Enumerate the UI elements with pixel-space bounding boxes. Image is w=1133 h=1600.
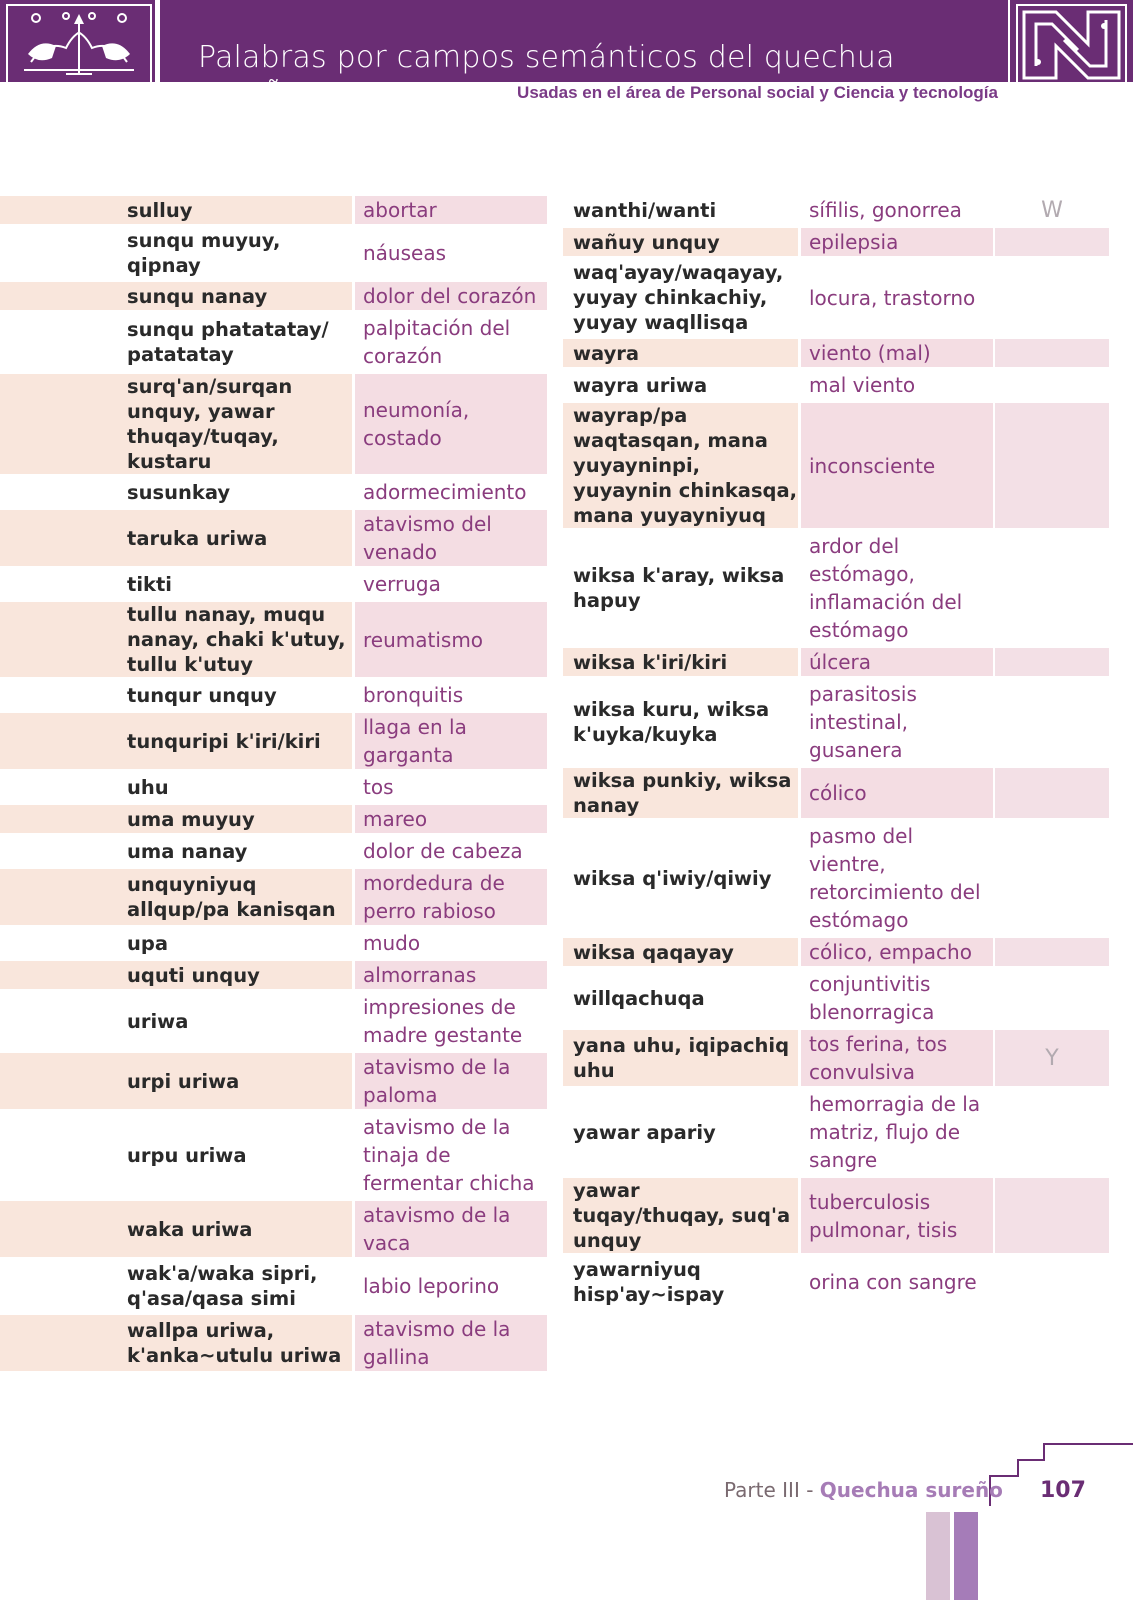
spanish-definition: locura, trastorno — [809, 285, 976, 310]
definition-cell — [355, 282, 547, 310]
term-cell — [0, 681, 352, 709]
quechua-term: uma nanay — [127, 839, 248, 863]
spanish-definition: pasmo del vientre, retorcimiento del estómago — [809, 824, 981, 932]
letter-index: Y — [1045, 1045, 1059, 1071]
quechua-term: upa — [127, 931, 168, 955]
term-cell — [563, 680, 798, 764]
term-cell — [563, 228, 798, 256]
footer-book: Quechua sureño — [819, 1478, 1003, 1502]
glossary-row — [0, 681, 548, 709]
definition-cell — [355, 805, 547, 833]
definition-cell — [355, 929, 547, 957]
definition-cell — [355, 961, 547, 989]
quechua-term: wanthi/wanti — [573, 198, 717, 222]
definition-cell — [801, 1090, 993, 1174]
term-cell — [563, 371, 798, 399]
term-cell — [0, 961, 352, 989]
spanish-definition: cólico — [809, 781, 867, 805]
letter-index-cell — [995, 228, 1109, 256]
glossary-row — [563, 260, 1110, 335]
glossary-row — [0, 602, 548, 677]
glossary-row — [0, 1053, 548, 1109]
glossary-row — [563, 532, 1110, 644]
glossary-row — [0, 314, 548, 370]
definition-cell — [801, 648, 993, 676]
spanish-definition: palpitación del corazón — [363, 316, 511, 368]
glossary-row — [563, 822, 1110, 934]
letter-index-cell — [995, 768, 1109, 818]
left-glossary-table — [0, 196, 548, 1375]
spanish-definition: úlcera — [809, 650, 872, 674]
term-cell — [0, 510, 352, 566]
glossary-row — [0, 993, 548, 1049]
bird-pattern-icon — [6, 4, 152, 82]
term-cell — [0, 837, 352, 865]
letter-index-cell — [995, 403, 1109, 528]
letter-index-cell — [995, 339, 1109, 367]
definition-cell — [355, 570, 547, 598]
spanish-definition: reumatismo — [363, 627, 484, 652]
spanish-definition: abortar — [363, 198, 437, 222]
definition-cell — [801, 339, 993, 367]
quechua-term: willqachuqa — [573, 986, 705, 1010]
term-cell — [0, 602, 352, 677]
definition-cell — [355, 1261, 547, 1311]
quechua-term: wiksa punkiy, wiksa nanay — [573, 769, 792, 817]
quechua-term: wallpa uriwa, k'anka~utulu uriwa — [127, 1319, 342, 1367]
quechua-term: urpi uriwa — [127, 1069, 240, 1093]
quechua-term: uriwa — [127, 1009, 189, 1033]
letter-index-cell — [995, 371, 1109, 399]
page-subtitle: Usadas en el área de Personal social y Ciencia y tecnología — [517, 83, 998, 102]
footer-part: Parte III - — [724, 1478, 820, 1502]
definition-cell — [801, 680, 993, 764]
glossary-row — [0, 1261, 548, 1311]
term-cell — [0, 478, 352, 506]
definition-cell — [355, 196, 547, 224]
definition-cell — [355, 374, 547, 474]
term-cell — [563, 403, 798, 528]
glossary-row — [563, 1257, 1110, 1307]
spanish-definition: almorranas — [363, 963, 477, 987]
definition-cell — [355, 314, 547, 370]
spanish-definition: atavismo del venado — [363, 512, 492, 564]
spanish-definition: orina con sangre — [809, 1270, 977, 1294]
glossary-row — [563, 1030, 1110, 1086]
term-cell — [0, 929, 352, 957]
quechua-term: waka uriwa — [127, 1217, 253, 1241]
quechua-term: waq'ayay/waqayay, yuyay chinkachiy, yuyay waqllisqa — [573, 261, 784, 334]
definition-cell — [355, 1053, 547, 1109]
glossary-row — [563, 970, 1110, 1026]
term-cell — [0, 282, 352, 310]
term-cell — [563, 648, 798, 676]
quechua-term: wañuy unquy — [573, 230, 720, 254]
term-cell — [563, 1090, 798, 1174]
definition-cell — [355, 602, 547, 677]
glossary-row — [0, 773, 548, 801]
spanish-definition: atavismo de la paloma — [363, 1055, 511, 1107]
spanish-definition: labio leporino — [363, 1274, 500, 1298]
glossary-row — [0, 1113, 548, 1197]
definition-cell — [801, 371, 993, 399]
glossary-row — [0, 869, 548, 925]
definition-cell — [355, 837, 547, 865]
letter-index-cell — [995, 680, 1109, 764]
term-cell — [563, 532, 798, 644]
letter-index-cell — [995, 938, 1109, 966]
spanish-definition: ardor del estómago, inflamación del estómago — [809, 534, 963, 642]
glossary-row — [0, 837, 548, 865]
quechua-term: yawar tuqay/thuqay, suq'a unquy — [573, 1179, 791, 1252]
spanish-definition: atavismo de la tinaja de fermentar chicha — [363, 1115, 535, 1195]
footer-bar-light — [926, 1512, 950, 1600]
letter-index-cell — [995, 648, 1109, 676]
glossary-row — [0, 713, 548, 769]
glossary-row — [0, 929, 548, 957]
definition-cell — [801, 403, 993, 528]
spanish-definition: mudo — [363, 931, 421, 955]
quechua-term: uma muyuy — [127, 807, 255, 831]
spanish-definition: atavismo de la gallina — [363, 1317, 511, 1369]
quechua-term: yana uhu, iqipachiq uhu — [573, 1034, 790, 1082]
glossary-row — [563, 768, 1110, 818]
letter-index-cell — [995, 970, 1109, 1026]
quechua-term: unquyniyuq allqup/pa kanisqan — [127, 873, 336, 921]
spanish-definition: verruga — [363, 572, 441, 596]
definition-cell — [355, 1201, 547, 1257]
term-cell — [563, 822, 798, 934]
glossary-row — [563, 371, 1110, 399]
spanish-definition: impresiones de madre gestante — [363, 995, 523, 1047]
quechua-term: tunqur unquy — [127, 683, 277, 707]
glossary-row — [0, 510, 548, 566]
spanish-definition: mordedura de perro rabioso — [363, 871, 505, 923]
glossary-row — [563, 339, 1110, 367]
spanish-definition: conjuntivitis blenorragica — [809, 972, 935, 1024]
definition-cell — [801, 1257, 993, 1307]
glossary-row — [0, 805, 548, 833]
quechua-term: sunqu nanay — [127, 284, 268, 308]
definition-cell — [355, 1315, 547, 1371]
quechua-term: wayrap/pa waqtasqan, mana yuyayninpi, yuyaynin chinkasqa, mana yuyayniyuq — [573, 404, 798, 527]
glossary-row — [563, 648, 1110, 676]
letter-index-cell — [995, 822, 1109, 934]
glossary-row — [0, 196, 548, 224]
definition-cell — [355, 869, 547, 925]
spanish-definition: epilepsia — [809, 230, 899, 254]
definition-cell — [801, 1178, 993, 1253]
letter-index-cell — [995, 1257, 1109, 1307]
glossary-row — [563, 680, 1110, 764]
definition-cell — [801, 768, 993, 818]
quechua-term: wayra — [573, 341, 640, 365]
page-number: 107 — [1040, 1478, 1086, 1503]
term-cell — [0, 1113, 352, 1197]
geometric-pattern-icon — [1016, 4, 1127, 82]
quechua-term: susunkay — [127, 480, 231, 504]
definition-cell — [355, 681, 547, 709]
spanish-definition: mal viento — [809, 373, 916, 397]
spanish-definition: viento (mal) — [809, 341, 931, 365]
glossary-row — [0, 478, 548, 506]
term-cell — [0, 993, 352, 1049]
quechua-term: wiksa k'aray, wiksa hapuy — [573, 564, 785, 612]
spanish-definition: tos — [363, 775, 394, 799]
letter-index-cell — [995, 532, 1109, 644]
quechua-term: yawarniyuq hisp'ay~ispay — [573, 1258, 725, 1306]
spanish-definition: neumonía, costado — [363, 398, 470, 450]
footer-bar-dark — [954, 1512, 978, 1600]
definition-cell — [801, 228, 993, 256]
spanish-definition: llaga en la garganta — [363, 715, 467, 767]
letter-index-cell — [995, 1090, 1109, 1174]
quechua-term: surq'an/surqan unquy, yawar thuqay/tuqay, kustaru — [127, 375, 293, 473]
glossary-row — [0, 374, 548, 474]
definition-cell — [801, 822, 993, 934]
header-right-ornament — [1010, 0, 1133, 82]
definition-cell — [801, 260, 993, 335]
glossary-row — [0, 282, 548, 310]
term-cell — [563, 339, 798, 367]
header-left-ornament — [0, 0, 158, 82]
term-cell — [563, 196, 798, 224]
definition-cell — [355, 510, 547, 566]
quechua-term: sunqu muyuy, qipnay — [127, 229, 281, 277]
spanish-definition: hemorragia de la matriz, flujo de sangre — [809, 1092, 981, 1172]
quechua-term: yawar apariy — [573, 1120, 716, 1144]
spanish-definition: mareo — [363, 807, 428, 831]
term-cell — [0, 1261, 352, 1311]
quechua-term: wak'a/waka sipri, q'asa/qasa simi — [127, 1262, 318, 1310]
term-cell — [563, 1030, 798, 1086]
term-cell — [563, 970, 798, 1026]
spanish-definition: bronquitis — [363, 683, 464, 707]
spanish-definition: tos ferina, tos convulsiva — [809, 1032, 948, 1084]
term-cell — [0, 1053, 352, 1109]
definition-cell — [355, 713, 547, 769]
spanish-definition: tuberculosis pulmonar, tisis — [809, 1189, 958, 1242]
glossary-row — [0, 961, 548, 989]
glossary-row — [563, 1178, 1110, 1253]
term-cell — [0, 1315, 352, 1371]
glossary-row — [563, 196, 1110, 224]
letter-index-cell — [995, 1178, 1109, 1253]
glossary-row — [0, 570, 548, 598]
term-cell — [0, 1201, 352, 1257]
quechua-term: sulluy — [127, 198, 193, 222]
spanish-definition: dolor del corazón — [363, 284, 537, 308]
letter-index-cell — [995, 260, 1109, 335]
quechua-term: urpu uriwa — [127, 1143, 247, 1167]
term-cell — [0, 805, 352, 833]
quechua-term: wiksa qaqayay — [573, 940, 734, 964]
letter-index-cell — [995, 1030, 1109, 1086]
glossary-row — [563, 938, 1110, 966]
letter-index: W — [1041, 197, 1063, 223]
term-cell — [0, 228, 352, 278]
glossary-row — [563, 1090, 1110, 1174]
term-cell — [563, 1178, 798, 1253]
quechua-term: sunqu phatatatay/ patatatay — [127, 318, 329, 366]
term-cell — [0, 869, 352, 925]
term-cell — [0, 773, 352, 801]
quechua-term: tikti — [127, 572, 172, 596]
spanish-definition: cólico, empacho — [809, 940, 972, 964]
definition-cell — [801, 970, 993, 1026]
term-cell — [563, 1257, 798, 1307]
spanish-definition: sífilis, gonorrea — [809, 198, 962, 222]
definition-cell — [355, 1113, 547, 1197]
term-cell — [0, 570, 352, 598]
definition-cell — [801, 532, 993, 644]
glossary-row — [0, 1315, 548, 1371]
spanish-definition: náuseas — [363, 241, 447, 265]
definition-cell — [801, 196, 993, 224]
spanish-definition: adormecimiento — [363, 480, 527, 504]
right-glossary-table — [563, 196, 1110, 1311]
page-title: Palabras por campos semánticos del quechua sureño — [198, 40, 895, 110]
footer-part-label — [724, 1478, 1003, 1502]
quechua-term: uquti unquy — [127, 963, 260, 987]
definition-cell — [355, 993, 547, 1049]
quechua-term: uhu — [127, 775, 169, 799]
term-cell — [563, 938, 798, 966]
quechua-term: wiksa k'iri/kiri — [573, 650, 728, 674]
term-cell — [0, 314, 352, 370]
glossary-row — [0, 228, 548, 278]
definition-cell — [355, 773, 547, 801]
definition-cell — [355, 228, 547, 278]
quechua-term: wiksa kuru, wiksa k'uyka/kuyka — [573, 698, 770, 746]
quechua-term: tullu nanay, muqu nanay, chaki k'utuy, tullu k'utuy — [127, 603, 346, 676]
quechua-term: wiksa q'iwiy/qiwiy — [573, 866, 772, 890]
term-cell — [0, 713, 352, 769]
definition-cell — [801, 938, 993, 966]
glossary-row — [0, 1201, 548, 1257]
term-cell — [563, 768, 798, 818]
definition-cell — [355, 478, 547, 506]
glossary-row — [563, 403, 1110, 528]
quechua-term: taruka uriwa — [127, 526, 268, 550]
spanish-definition: dolor de cabeza — [363, 839, 523, 863]
letter-index-cell — [995, 196, 1109, 224]
definition-cell — [801, 1030, 993, 1086]
spanish-definition: atavismo de la vaca — [363, 1203, 511, 1255]
term-cell — [0, 374, 352, 474]
term-cell — [0, 196, 352, 224]
quechua-term: wayra uriwa — [573, 373, 708, 397]
term-cell — [563, 260, 798, 335]
spanish-definition: inconsciente — [809, 453, 936, 478]
glossary-row — [563, 228, 1110, 256]
spanish-definition: parasitosis intestinal, gusanera — [809, 682, 917, 762]
quechua-term: tunquripi k'iri/kiri — [127, 729, 321, 753]
